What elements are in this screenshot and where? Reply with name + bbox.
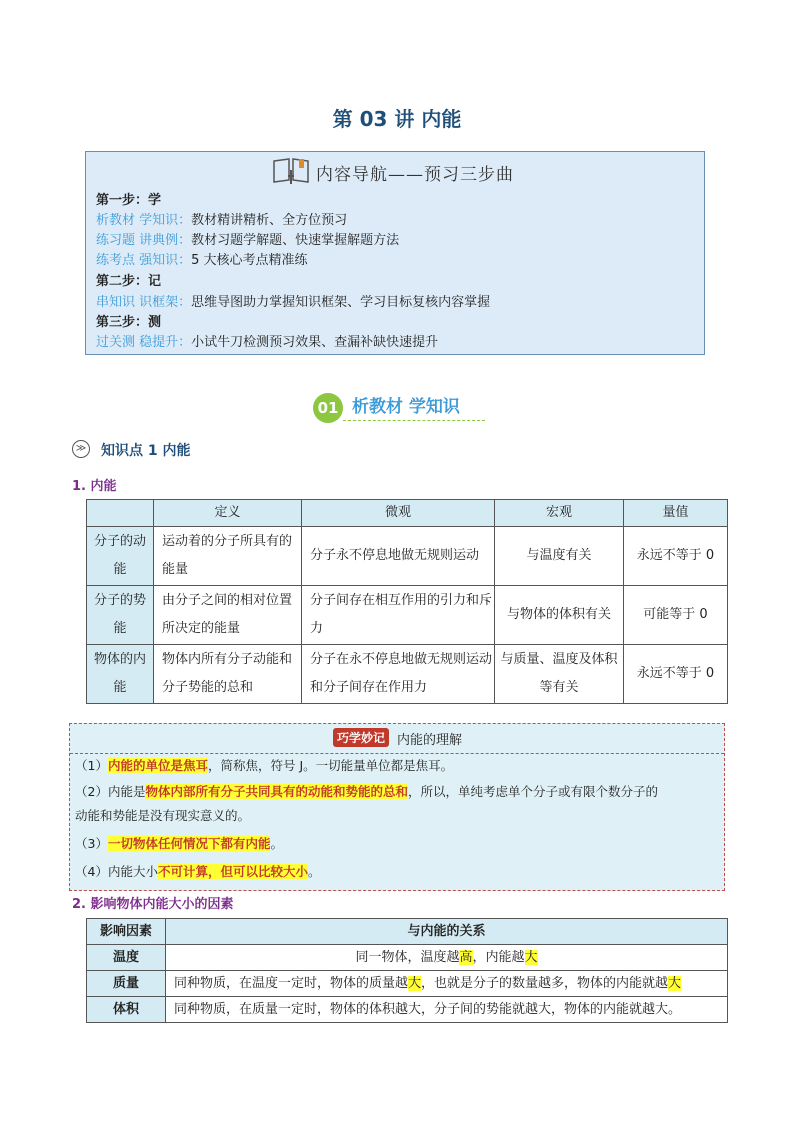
knowledge-point-title: 知识点 1 内能: [101, 443, 191, 459]
table-header-cell: 宏观: [495, 500, 624, 527]
table-cell: 与质量、温度及体积等有关: [495, 645, 624, 704]
tip-line-4: （4）内能大小不可计算，但可以比较大小。: [75, 864, 321, 879]
table-header-cell: 与内能的关系: [166, 919, 728, 945]
table-row: [87, 527, 728, 586]
section-title: 析教材 学知识: [352, 397, 460, 417]
table-header-cell: 影响因素: [87, 919, 166, 945]
table-cell: 永远不等于 0: [624, 527, 728, 586]
tip-line-2-cont: 动能和势能是没有现实意义的。: [75, 808, 251, 823]
nav-header-text: 内容导航——预习三步曲: [316, 165, 514, 185]
content-navigation-box: [85, 151, 705, 355]
table-header-cell: [87, 500, 154, 527]
table-row: [87, 586, 728, 645]
table-cell: 永远不等于 0: [624, 645, 728, 704]
tip-line-2: （2）内能是物体内部所有分子共同具有的动能和势能的总和，所以，单纯考虑单个分子或有限个数分子的: [75, 784, 658, 799]
table-row: [87, 971, 728, 997]
tip-box: [69, 723, 725, 891]
table-cell: 分子永不停息地做无规则运动: [302, 527, 495, 586]
subsection-1-title: 1. 内能: [72, 479, 117, 494]
row-header-cell: 物体的内能: [87, 645, 154, 704]
nav-line-1: 析教材 学知识：教材精讲精析、全方位预习: [96, 213, 348, 228]
table-row: [87, 645, 728, 704]
table-row: [87, 945, 728, 971]
table-cell: 同一物体，温度越高，内能越大: [166, 945, 728, 971]
table-cell: 同种物质，在温度一定时，物体的质量越大，也就是分子的数量越多，物体的内能就越大: [166, 971, 728, 997]
nav-step-1: 第一步：学: [96, 193, 162, 208]
table-header-cell: 微观: [302, 500, 495, 527]
table-cell: 物体内所有分子动能和分子势能的总和: [154, 645, 302, 704]
book-hand-icon: [271, 156, 311, 186]
row-header-cell: 体积: [87, 997, 166, 1023]
table-header-row: [87, 919, 728, 945]
nav-line-3: 练考点 强知识：5 大核心考点精准练: [96, 253, 308, 268]
row-header-cell: 温度: [87, 945, 166, 971]
nav-header: [86, 152, 704, 190]
table-cell: 分子间存在相互作用的引力和斥力: [302, 586, 495, 645]
tip-line-3: （3）一切物体任何情况下都有内能。: [75, 836, 283, 851]
nav-step-2: 第二步：记: [96, 274, 162, 289]
table-cell: 可能等于 0: [624, 586, 728, 645]
tip-title: 内能的理解: [397, 733, 463, 748]
table-header-row: [87, 500, 728, 527]
table-header-cell: 定义: [154, 500, 302, 527]
row-header-cell: 分子的动能: [87, 527, 154, 586]
row-header-cell: 分子的势能: [87, 586, 154, 645]
row-header-cell: 质量: [87, 971, 166, 997]
table-header-cell: 量值: [624, 500, 728, 527]
section-badge: 01: [313, 393, 343, 423]
tip-line-1: （1）内能的单位是焦耳，简称焦，符号 J。一切能量单位都是焦耳。: [75, 758, 454, 773]
factors-table: [86, 918, 728, 1023]
nav-line-4: 串知识 识框架：思维导图助力掌握知识框架、学习目标复核内容掌握: [96, 295, 491, 310]
nav-line-2: 练习题 讲典例：教材习题学解题、快速掌握解题方法: [96, 233, 400, 248]
table-row: [87, 997, 728, 1023]
internal-energy-table: [86, 499, 728, 704]
table-cell: 由分子之间的相对位置所决定的能量: [154, 586, 302, 645]
subsection-2-title: 2. 影响物体内能大小的因素: [72, 897, 234, 912]
tip-divider: [70, 753, 724, 754]
chevron-circle-icon: ≫: [72, 440, 90, 458]
table-cell: 与温度有关: [495, 527, 624, 586]
table-cell: 与物体的体积有关: [495, 586, 624, 645]
table-cell: 同种物质，在质量一定时，物体的体积越大，分子间的势能就越大，物体的内能就越大。: [166, 997, 728, 1023]
table-cell: 分子在永不停息地做无规则运动和分子间存在作用力: [302, 645, 495, 704]
nav-step-3: 第三步：测: [96, 315, 162, 330]
table-cell: 运动着的分子所具有的能量: [154, 527, 302, 586]
tip-tag: 巧学妙记: [333, 728, 389, 747]
section-underline: [343, 420, 485, 421]
nav-line-5: 过关测 稳提升：小试牛刀检测预习效果、查漏补缺快速提升: [96, 335, 439, 350]
page-title: 第 03 讲 内能: [332, 107, 462, 131]
